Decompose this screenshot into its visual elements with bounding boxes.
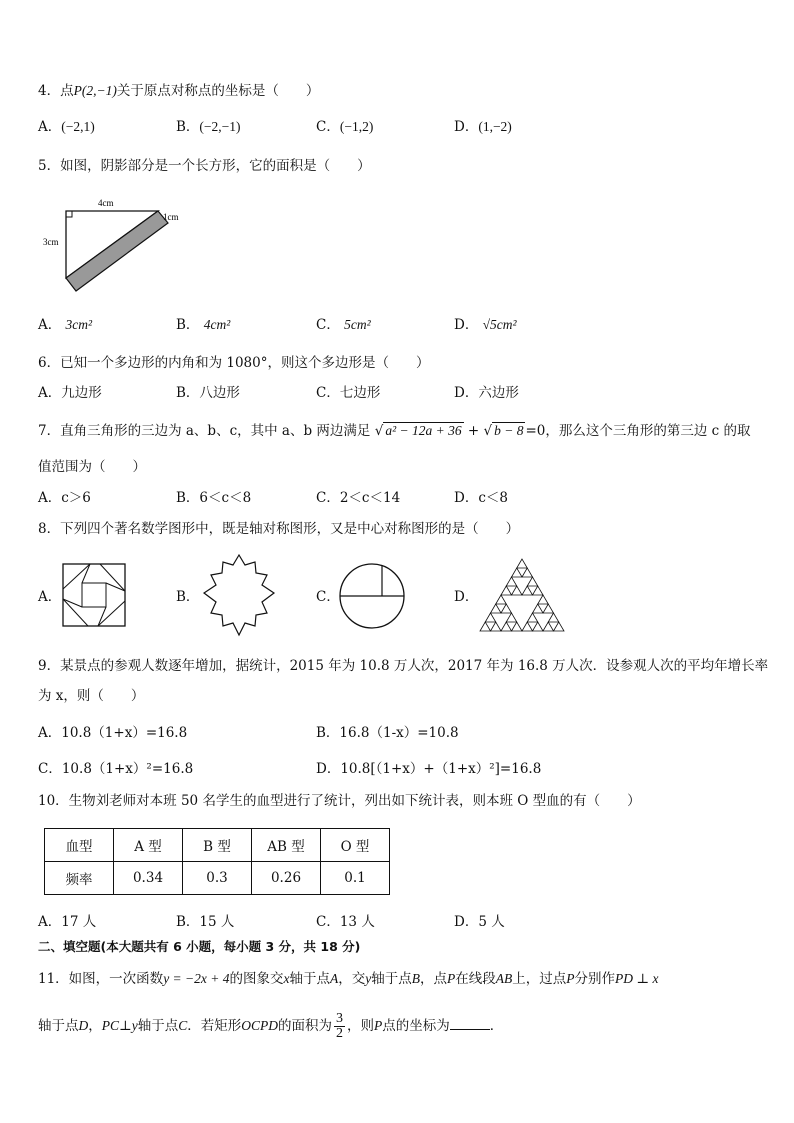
q6-option-b[interactable]: B．八边形 [176, 385, 240, 401]
q5-option-d[interactable]: D． √5cm² [454, 317, 517, 333]
sierpinski-cell [485, 613, 496, 622]
q8-label-a[interactable]: A． [38, 589, 62, 605]
sierpinski-cell [501, 622, 512, 631]
sierpinski-cell [554, 622, 565, 631]
sierpinski-cell [491, 622, 502, 631]
sierpinski-cell [527, 577, 538, 586]
sierpinski-cell [533, 622, 544, 631]
question-9-stem-line1: 9．某景点的参观人数逐年增加，据统计，2015 年为 10.8 万人次，2017 年为 16.8 万人次．设参观人次的平均年增长率 [38, 658, 769, 674]
q6-option-c[interactable]: C．七边形 [316, 385, 381, 401]
table-cell: 0.34 [114, 862, 183, 895]
question-8-stem: 8．下列四个著名数学图形中，既是轴对称图形，又是中心对称图形的是（ ） [38, 521, 520, 537]
q4-option-d[interactable]: D．(1,−2) [454, 119, 512, 135]
sierpinski-cell [543, 622, 554, 631]
table-cell: 血型 [45, 829, 114, 862]
sierpinski-cell [501, 604, 512, 613]
sqrt-symbol: √ [483, 423, 493, 439]
sierpinski-cell [517, 559, 528, 568]
question-9-stem-line2: 为 x，则（ ） [38, 688, 145, 704]
table-cell: 频率 [45, 862, 114, 895]
q10-option-b[interactable]: B．15 人 [176, 914, 235, 930]
q5-figure [38, 195, 188, 300]
question-11-line1: 11．如图，一次函数y = −2x + 4的图象交x轴于点A，交y轴于点B，点P在线段AB上，过点P分别作PD ⊥ x [38, 971, 659, 987]
table-row [45, 862, 390, 895]
q7-radicand-1: a² − 12a + 36 [385, 423, 462, 438]
q9-option-d[interactable]: D．10.8[（1+x）+（1+x）²]=16.8 [316, 761, 542, 777]
table-cell: 0.26 [252, 862, 321, 895]
question-7-stem-line2: 值范围为（ ） [38, 459, 146, 475]
sierpinski-cell [522, 622, 533, 631]
q9-option-c[interactable]: C．10.8（1+x）²=16.8 [38, 761, 194, 777]
sierpinski-cell [512, 586, 523, 595]
q5-label-top: 4cm [98, 198, 114, 208]
sierpinski-cell [506, 613, 517, 622]
q5-option-c[interactable]: C． 5cm² [316, 317, 371, 333]
table-cell: A 型 [114, 829, 183, 862]
table-cell: 0.3 [183, 862, 252, 895]
q7-option-b[interactable]: B．6＜c＜8 [176, 490, 252, 506]
sierpinski-cell [533, 604, 544, 613]
q4-option-a[interactable]: A．(−2,1) [38, 119, 95, 135]
answer-blank[interactable] [450, 1017, 490, 1030]
q6-option-d[interactable]: D．六边形 [454, 385, 519, 401]
sierpinski-cell [538, 595, 549, 604]
sierpinski-cell [522, 568, 533, 577]
section-2-title: 二、填空题(本大题共有 6 小题，每小题 3 分，共 18 分) [38, 939, 361, 954]
q8-figure-b-koch-snowflake [200, 553, 278, 637]
question-11-line2: 轴于点D，PC⊥y轴于点C．若矩形OCPD的面积为 $\frac{3}{2}$ ，则P点的坐标为 ． [38, 1011, 504, 1041]
q4-option-c[interactable]: C．(−1,2) [316, 119, 374, 135]
sierpinski-cell [512, 622, 523, 631]
q6-option-a[interactable]: A．九边形 [38, 385, 102, 401]
q10-option-c[interactable]: C．13 人 [316, 914, 375, 930]
sierpinski-cell [480, 622, 491, 631]
sierpinski-cell [533, 586, 544, 595]
q7-radicand-2: b − 8 [494, 423, 524, 438]
q7-option-a[interactable]: A．c＞6 [38, 490, 91, 506]
q8-label-c[interactable]: C． [316, 589, 340, 605]
q10-option-a[interactable]: A．17 人 [38, 914, 97, 930]
q5-option-b[interactable]: B． 4cm² [176, 317, 231, 333]
fraction-three-halves: $\frac{3}{2}$ [335, 1011, 343, 1041]
question-4-stem [38, 82, 319, 100]
q4-suffix: 关于原点对称点的坐标是（ ） [116, 83, 320, 99]
sierpinski-cell [496, 595, 507, 604]
question-6-stem: 6．已知一个多边形的内角和为 1080°，则这个多边形是（ ） [38, 355, 430, 371]
q8-figure-a-pinwheel-square [62, 563, 126, 627]
sqrt-symbol: √ [374, 423, 384, 439]
question-7-stem: 7．直角三角形的三边为 a、b、c，其中 a、b 两边满足 √ a² − 12a + 36 + √ b − 8 =0，那么这个三角形的第三边 c 的取 [38, 423, 751, 439]
q4-option-b[interactable]: B．(−2,−1) [176, 119, 241, 135]
q5-option-a[interactable]: A． 3cm² [38, 317, 93, 333]
sierpinski-cell [512, 568, 523, 577]
sierpinski-cell [506, 577, 517, 586]
q5-label-right: 1cm [163, 212, 179, 222]
blood-type-table [44, 828, 390, 895]
q8-label-d[interactable]: D． [454, 589, 479, 605]
q4-point: P(2,−1) [73, 83, 117, 98]
sierpinski-cell [491, 604, 502, 613]
sierpinski-cell [522, 586, 533, 595]
q5-label-left: 3cm [43, 237, 59, 247]
table-cell: AB 型 [252, 829, 321, 862]
question-10-stem: 10．生物刘老师对本班 50 名学生的血型进行了统计，列出如下统计表，则本班 O 型血的有（ ） [38, 793, 641, 809]
q7-option-d[interactable]: D．c＜8 [454, 490, 508, 506]
sierpinski-cell [527, 613, 538, 622]
table-cell: O 型 [321, 829, 390, 862]
q9-option-b[interactable]: B．16.8（1-x）=10.8 [316, 725, 459, 741]
table-cell: B 型 [183, 829, 252, 862]
sierpinski-cell [543, 604, 554, 613]
q8-label-b[interactable]: B． [176, 589, 200, 605]
table-header-row [45, 829, 390, 862]
q4-prefix: 4．点 [38, 83, 74, 99]
q7-option-c[interactable]: C．2＜c＜14 [316, 490, 401, 506]
q10-option-d[interactable]: D．5 人 [454, 914, 505, 930]
sierpinski-cell [501, 586, 512, 595]
q9-option-a[interactable]: A．10.8（1+x）=16.8 [38, 725, 188, 741]
q8-figure-c-divided-circle [338, 562, 406, 630]
sierpinski-cell [548, 613, 559, 622]
q8-figure-d-sierpinski-triangle [478, 557, 566, 633]
table-cell: 0.1 [321, 862, 390, 895]
question-5-stem: 5．如图，阴影部分是一个长方形，它的面积是（ ） [38, 158, 371, 174]
